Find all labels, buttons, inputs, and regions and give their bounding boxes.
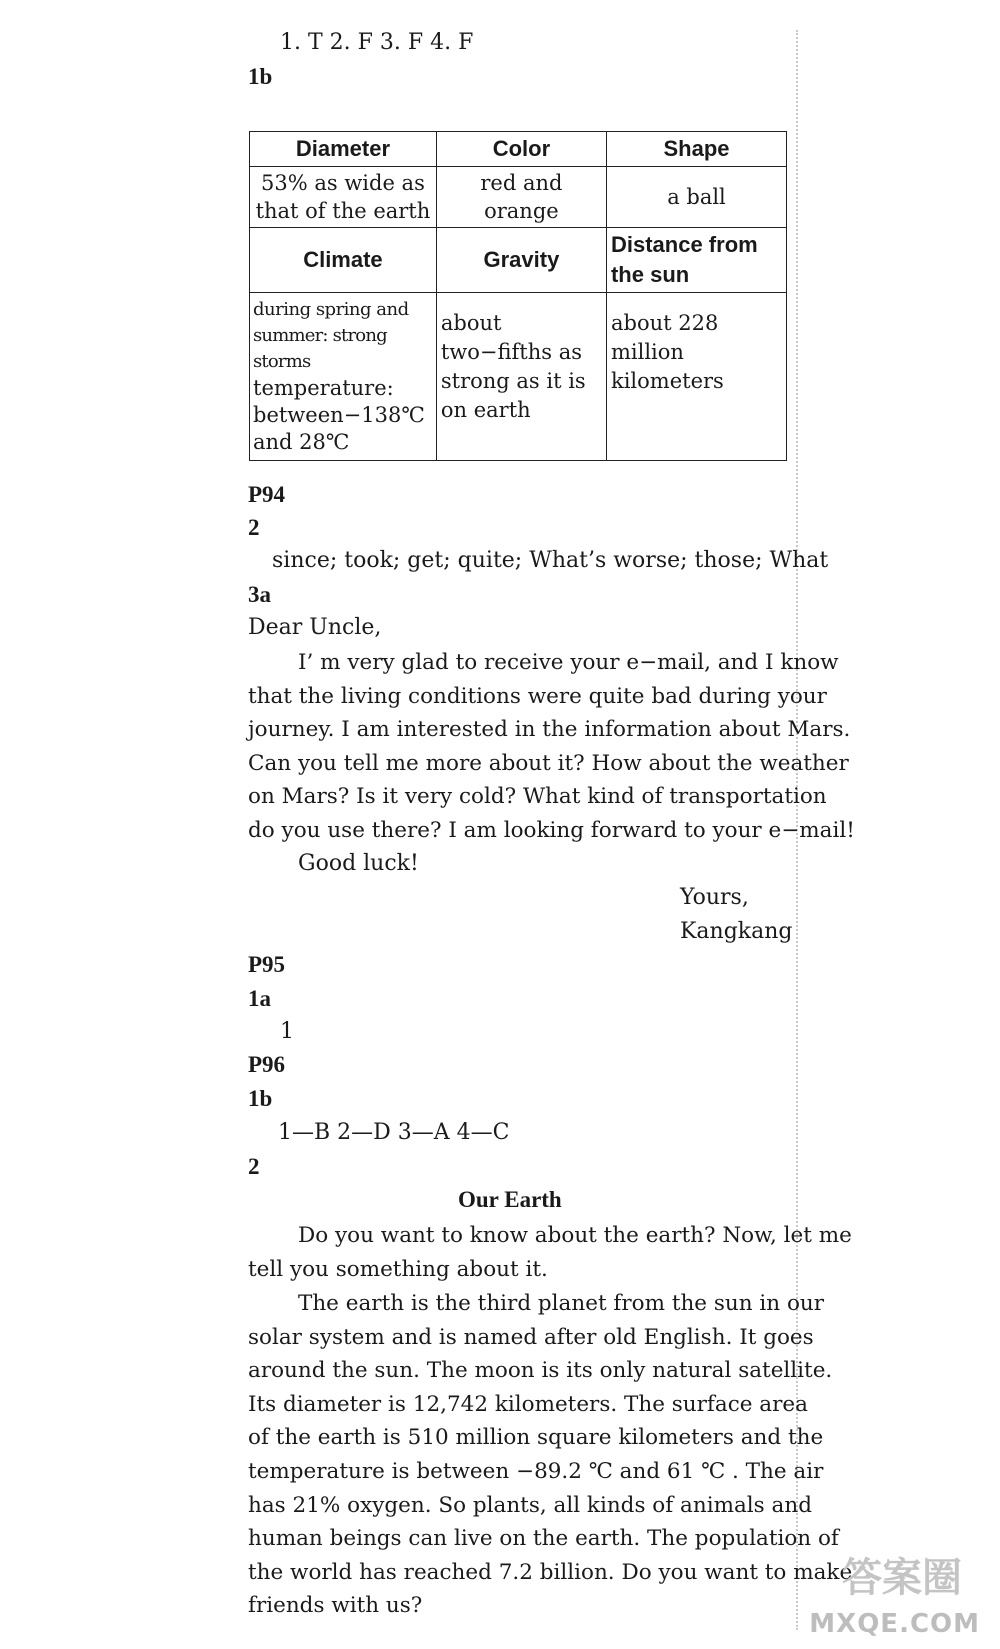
letter-closing: Good luck! <box>298 851 419 876</box>
cell-climate <box>250 293 437 461</box>
letter-line: that the living conditions were quite bad during your <box>248 683 827 709</box>
section-label-1b: 1b <box>248 64 273 89</box>
watermark-logo: 答案圈 <box>842 1555 962 1601</box>
heading-p94: P94 <box>248 482 286 507</box>
climate-line: summer: strong storms <box>253 325 387 372</box>
essay-line: tell you something about it. <box>248 1256 548 1282</box>
essay-paragraph-1 <box>248 1219 852 1286</box>
letter-line: do you use there? I am looking forward to your e−mail! <box>248 817 855 843</box>
answers-top: 1. T 2. F 3. F 4. F <box>280 30 474 55</box>
cell-gravity: about two−fifths as strong as it is on earth <box>436 293 606 461</box>
letter-line: I’ m very glad to receive your e−mail, and I know <box>298 650 839 675</box>
label-2: 2 <box>248 515 260 540</box>
heading-p96: P96 <box>248 1052 286 1077</box>
cell-shape: a ball <box>606 167 786 228</box>
climate-line: between−138℃ <box>253 403 425 427</box>
essay-line: The earth is the third planet from the sun in our <box>298 1291 825 1316</box>
site-watermark <box>782 1553 992 1643</box>
essay-line: solar system and is named after old English. It goes <box>248 1324 814 1350</box>
label-1b-p96: 1b <box>248 1086 273 1111</box>
essay-line: the world has reached 7.2 billion. Do you want to make <box>248 1559 853 1585</box>
letter-body <box>248 646 855 848</box>
answer-2: since; took; get; quite; What’s worse; those; What <box>272 548 829 573</box>
watermark-site: MXQE.COM <box>809 1609 980 1639</box>
essay-line: has 21% oxygen. So plants, all kinds of animals and <box>248 1492 812 1518</box>
answer-1b-p96: 1—B 2—D 3—A 4—C <box>278 1120 510 1145</box>
letter-line: on Mars? Is it very cold? What kind of transportation <box>248 784 827 810</box>
header-diameter: Diameter <box>250 132 437 167</box>
climate-line: and 28℃ <box>253 430 350 454</box>
cell-distance: about 228 million kilometers <box>606 293 786 461</box>
cell-diameter: 53% as wide as that of the earth <box>250 167 437 228</box>
climate-line: temperature: <box>253 376 394 400</box>
mars-info-table <box>249 131 787 461</box>
essay-line: around the sun. The moon is its only natural satellite. <box>248 1358 833 1384</box>
letter-line: Can you tell me more about it? How about the weather <box>248 750 849 776</box>
letter-line: journey. I am interested in the information about Mars. <box>248 717 851 743</box>
answer-1a: 1 <box>280 1019 294 1044</box>
essay-line: Do you want to know about the earth? Now, let me <box>298 1223 852 1248</box>
label-1a: 1a <box>248 986 271 1011</box>
essay-line: friends with us? <box>248 1593 423 1619</box>
heading-p95: P95 <box>248 952 286 977</box>
essay-line: temperature is between −89.2 ℃ and 61 ℃ . The air <box>248 1458 824 1484</box>
header-distance: Distance from the sun <box>606 228 786 293</box>
header-gravity: Gravity <box>436 228 606 293</box>
climate-line: during spring and <box>253 299 409 320</box>
header-color: Color <box>436 132 606 167</box>
letter-sign-off: Yours, <box>680 885 749 910</box>
essay-line: Its diameter is 12,742 kilometers. The surface area <box>248 1391 808 1417</box>
header-climate: Climate <box>250 228 437 293</box>
cell-color: red and orange <box>436 167 606 228</box>
essay-line: human beings can live on the earth. The population of <box>248 1526 839 1552</box>
letter-greeting: Dear Uncle, <box>248 615 382 640</box>
essay-title: Our Earth <box>458 1187 562 1212</box>
essay-line: of the earth is 510 million square kilometers and the <box>248 1425 824 1451</box>
letter-signature: Kangkang <box>680 919 793 944</box>
label-3a: 3a <box>248 582 271 607</box>
essay-paragraph-2 <box>248 1287 853 1623</box>
label-2-p96: 2 <box>248 1154 260 1179</box>
header-shape: Shape <box>606 132 786 167</box>
